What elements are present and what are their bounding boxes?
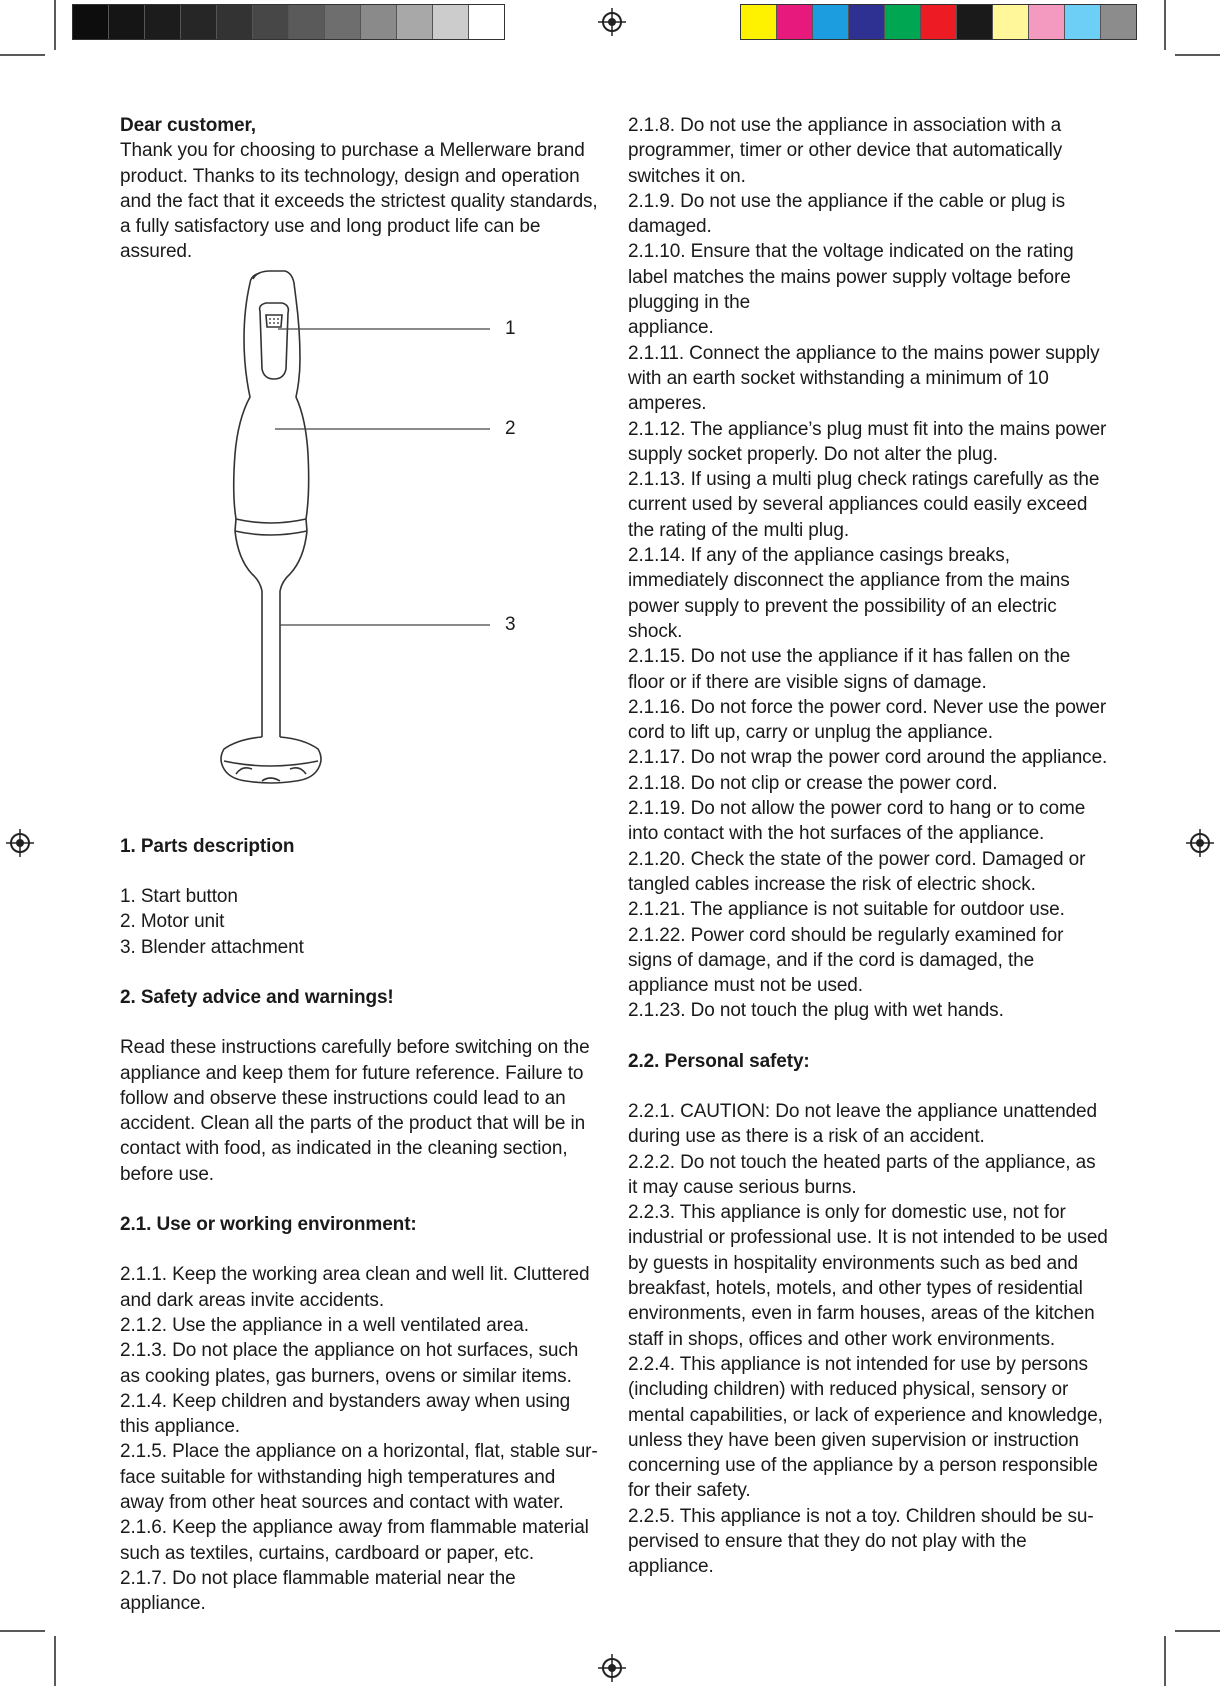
- color-swatch: [145, 5, 181, 39]
- color-swatch: [469, 5, 504, 39]
- use-env-item: 2.1.12. The appliance’s plug must fit into the mains power supply socket properly. Do not alter the plug.: [628, 418, 1107, 465]
- use-env-item: 2.1.5. Place the appliance on a horizontal, flat, stable sur-face suitable for withstanding high temperatures and away from other heat sources and contact with water.: [120, 1441, 598, 1514]
- personal-item: 2.2.1. CAUTION: Do not leave the appliance unattended during use as there is a risk of an accident.: [628, 1100, 1097, 1148]
- safety-text: Read these instructions carefully before switching on the appliance and keep them for future reference. Failure to follow and observe these instructions could lead to an accident. Clean all the parts of the product that will be in contact with food, as indicated in the cleaning section, before use.: [120, 1037, 590, 1185]
- callout-2: 2: [505, 417, 516, 439]
- use-env-item: 2.1.1. Keep the working area clean and well lit. Cluttered and dark areas invite accidents.: [120, 1264, 590, 1311]
- hand-blender-illustration: [120, 269, 600, 814]
- registration-mark-icon: [1184, 827, 1216, 859]
- use-env-item: 2.1.6. Keep the appliance away from flammable material such as textiles, curtains, cardboard or paper, etc.: [120, 1517, 589, 1564]
- color-swatch: [1065, 5, 1101, 39]
- color-swatch: [361, 5, 397, 39]
- use-env-item: 2.1.10. Ensure that the voltage indicated on the rating label matches the mains power supply voltage before plugging in the: [628, 241, 1074, 314]
- personal-item: 2.2.5. This appliance is not a toy. Children should be su-pervised to ensure that they do not play with the appliance.: [628, 1505, 1094, 1578]
- use-env-item: 2.1.9. Do not use the appliance if the cable or plug is damaged.: [628, 190, 1066, 238]
- use-env-item: 2.1.19. Do not allow the power cord to hang or to come into contact with the hot surfaces of the appliance.: [628, 798, 1086, 845]
- color-swatch: [885, 5, 921, 39]
- grayscale-bar: [72, 4, 505, 40]
- color-swatch: [433, 5, 469, 39]
- color-bar: [740, 4, 1137, 40]
- parts-item: 1. Start button: [120, 886, 238, 908]
- use-env-heading: 2.1. Use or working environment:: [120, 1214, 417, 1236]
- safety-heading: 2. Safety advice and warnings!: [120, 986, 394, 1008]
- parts-item: 2. Motor unit: [120, 911, 225, 933]
- personal-item: 2.2.3. This appliance is only for domestic use, not for industrial or professional use. It is not intended to be used by guests in hospitality environments such as bed and breakfast, hotels, motels, and other types of residential environments, even in farm houses, areas of the kitchen staff in shops, offices and other work environments.: [628, 1202, 1108, 1350]
- use-env-item: 2.1.3. Do not place the appliance on hot surfaces, such as cooking plates, gas burners, ovens or similar items.: [120, 1340, 579, 1387]
- parts-item: 3. Blender attachment: [120, 936, 304, 958]
- use-env-item: 2.1.13. If using a multi plug check ratings carefully as the current used by several appliances could easily exceed the rating of the multi plug.: [628, 469, 1100, 541]
- use-env-item: appliance.: [628, 317, 714, 339]
- color-swatch: [181, 5, 217, 39]
- use-env-item: 2.1.7. Do not place flammable material near the appliance.: [120, 1567, 516, 1615]
- use-env-item: 2.1.11. Connect the appliance to the mains power supply with an earth socket withstanding a minimum of 10 amperes.: [628, 342, 1100, 415]
- use-env-item: 2.1.20. Check the state of the power cord. Damaged or tangled cables increase the risk of electric shock.: [628, 848, 1086, 895]
- registration-mark-icon: [596, 6, 628, 38]
- use-env-item: 2.1.18. Do not clip or crease the power cord.: [628, 772, 998, 794]
- color-swatch: [921, 5, 957, 39]
- color-swatch: [217, 5, 253, 39]
- hand-blender-figure: [120, 269, 600, 814]
- use-env-item: 2.1.15. Do not use the appliance if it has fallen on the floor or if there are visible signs of damage.: [628, 646, 1071, 693]
- color-swatch: [289, 5, 325, 39]
- personal-item: 2.2.2. Do not touch the heated parts of the appliance, as it may cause serious burns.: [628, 1151, 1096, 1198]
- color-swatch: [325, 5, 361, 39]
- color-swatch: [73, 5, 109, 39]
- use-env-item: 2.1.8. Do not use the appliance in association with a programmer, timer or other device that automatically switches it on.: [628, 115, 1063, 187]
- color-swatch: [109, 5, 145, 39]
- left-column: [120, 113, 600, 1617]
- use-env-item: 2.1.14. If any of the appliance casings breaks, immediately disconnect the appliance from the mains power supply to prevent the possibility of an electric shock.: [628, 545, 1070, 642]
- registration-mark-icon: [4, 827, 36, 859]
- color-swatch: [957, 5, 993, 39]
- use-env-item: 2.1.22. Power cord should be regularly examined for signs of damage, and if the cord is damaged, the appliance must not be used.: [628, 924, 1064, 997]
- personal-heading: 2.2. Personal safety:: [628, 1050, 810, 1072]
- color-swatch: [993, 5, 1029, 39]
- use-env-item: 2.1.17. Do not wrap the power cord around the appliance.: [628, 747, 1108, 769]
- use-env-item: 2.1.23. Do not touch the plug with wet hands.: [628, 1000, 1004, 1022]
- callout-3: 3: [505, 613, 516, 635]
- color-swatch: [813, 5, 849, 39]
- use-env-item: 2.1.21. The appliance is not suitable for outdoor use.: [628, 899, 1065, 921]
- use-env-item: 2.1.2. Use the appliance in a well ventilated area.: [120, 1314, 529, 1336]
- use-env-item: 2.1.4. Keep children and bystanders away when using this appliance.: [120, 1390, 571, 1438]
- color-swatch: [777, 5, 813, 39]
- color-swatch: [741, 5, 777, 39]
- callout-1: 1: [505, 317, 516, 339]
- right-column: [628, 113, 1108, 1580]
- intro-heading: Dear customer,: [120, 115, 256, 136]
- color-swatch: [253, 5, 289, 39]
- parts-heading: 1. Parts description: [120, 835, 295, 857]
- color-swatch: [1029, 5, 1065, 39]
- intro-text: Thank you for choosing to purchase a Mellerware brand product. Thanks to its technology, design and operation and the fact that it exceeds the strictest quality standards, a fully satisfactory use and long product life can be assured.: [120, 140, 598, 263]
- color-swatch: [1101, 5, 1136, 39]
- use-env-item: 2.1.16. Do not force the power cord. Never use the power cord to lift up, carry or unplug the appliance.: [628, 696, 1107, 744]
- color-swatch: [397, 5, 433, 39]
- personal-item: 2.2.4. This appliance is not intended for use by persons (including children) with reduced physical, sensory or mental capabilities, or lack of experience and knowledge, unless they have been given supervision or instruction concerning use of the appliance by a person responsible for their safety.: [628, 1353, 1103, 1502]
- color-swatch: [849, 5, 885, 39]
- registration-mark-icon: [596, 1652, 628, 1684]
